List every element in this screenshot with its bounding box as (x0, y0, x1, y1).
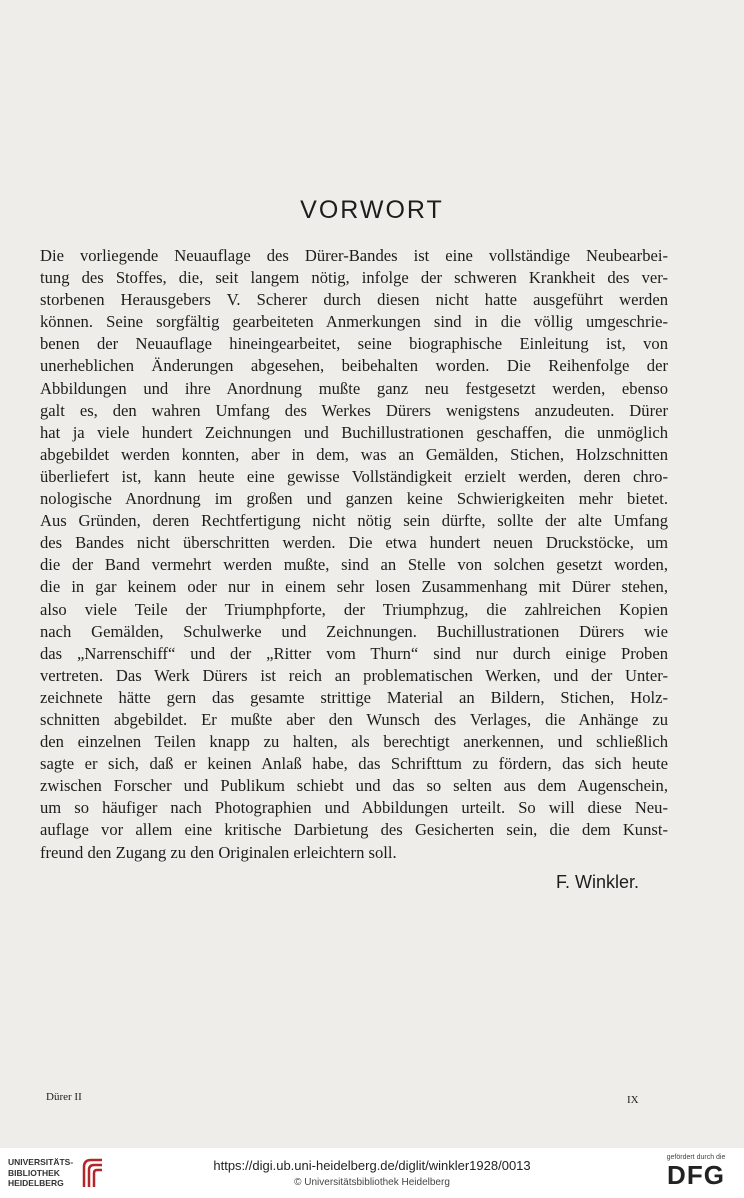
text-line: Aus Gründen, deren Rechtfertigung nicht nötig sein dürfte, sollte der alte Umfang (40, 511, 668, 531)
text-line: galt es, den wahren Umfang des Werkes Dürers wenigstens anzudeuten. Dürer (40, 400, 668, 420)
permalink-url[interactable]: https://digi.ub.uni-heidelberg.de/diglit/winkler1928/0013 (213, 1158, 531, 1173)
text-line: um so häufiger nach Photographien und Abbildungen urteilt. So will diese Neu- (40, 798, 668, 818)
text-line: die in gar keinem oder nur in einem sehr losen Zusammenhang mit Dürer stehen, (40, 577, 668, 597)
text-line: Abbildungen und ihre Anordnung mußte ganz neu festgesetzt werden, ebenso (40, 378, 668, 398)
text-line: zwischen Forscher und Publikum schiebt und das so selten aus dem Augenschein, (40, 776, 668, 796)
text-line: abgebildet werden konnten, aber in dem, was an Gemälden, Stichen, Holzschnitten (40, 444, 668, 464)
text-line: nach Gemälden, Schulwerke und Zeichnungen. Buchillustrationen Dürers wie (40, 621, 668, 641)
preface-text (40, 245, 668, 864)
text-line: können. Seine sorgfältig gearbeiteten Anmerkungen sind in die völlig umgeschrie- (40, 312, 668, 332)
logo-line: HEIDELBERG (8, 1178, 64, 1188)
text-line: freund den Zugang zu den Originalen erleichtern soll. (40, 842, 397, 862)
dfg-caption: gefördert durch die (666, 1154, 726, 1161)
text-line: also viele Teile der Triumphpforte, der Triumphzug, die zahlreichen Kopien (40, 599, 668, 619)
logo-line: BIBLIOTHEK (8, 1167, 60, 1178)
page-title: VORWORT (300, 196, 444, 224)
text-line: vertreten. Das Werk Dürers ist reich an problematischen Werken, und der Unter- (40, 665, 668, 685)
dfg-logo[interactable] (660, 1154, 732, 1189)
author-signature: F. Winkler. (555, 872, 639, 892)
text-line: das „Narrenschiff“ und der „Ritter vom Thurn“ sind nur durch einige Proben (40, 643, 668, 663)
text-line: zeichnete hätte gern das gesamte strittige Material an Bildern, Stichen, Holz- (40, 687, 668, 707)
text-line: hat ja viele hundert Zeichnungen und Buchillustrationen geschaffen, die unmöglich (40, 422, 668, 442)
logo-line: UNIVERSITÄTS- (8, 1157, 74, 1167)
text-line: schnitten abgebildet. Er mußte aber den Wunsch des Verlages, die Anhänge zu (40, 709, 668, 729)
text-line: storbenen Herausgebers V. Scherer durch diesen nicht hatte ausgeführt werden (40, 290, 668, 310)
page-number: IX (627, 1094, 639, 1106)
text-line: sagte er sich, daß er keinen Anlaß habe, das Schrifttum zu fördern, das sich heute (40, 754, 668, 774)
text-line: nologische Anordnung im großen und ganzen keine Schwierigkeiten mehr bietet. (40, 489, 668, 509)
text-line: auflage vor allem eine kritische Darbietung des Gesicherten sein, die dem Kunst- (40, 820, 668, 840)
text-line: des Bandes nicht überschritten werden. Die etwa hundert neuen Druckstöcke, um (40, 533, 668, 553)
text-line: den einzelnen Teilen knapp zu halten, als berechtigt anerkennen, und schließlich (40, 732, 668, 752)
text-line: unerheblichen Änderungen abgesehen, beibehalten worden. Die Reihenfolge der (40, 356, 668, 376)
copyright-notice: © Universitätsbibliothek Heidelberg (294, 1177, 450, 1188)
running-footer-left: Dürer II (46, 1091, 82, 1103)
dfg-label: DFG (667, 1160, 725, 1190)
viewer-footer (0, 1148, 744, 1198)
text-line: benen der Neuauflage hineingearbeitet, seine biographische Einleitung ist, von (40, 334, 668, 354)
text-line: tung des Stoffes, die, seit langem nötig, infolge der schweren Krankheit des ver- (40, 268, 668, 288)
text-line: Die vorliegende Neuauflage des Dürer-Bandes ist eine vollständige Neubearbei- (40, 246, 668, 265)
text-line: die der Band vermehrt werden mußte, sind an Stelle von solchen gesetzt worden, (40, 555, 668, 575)
text-line: überliefert ist, kann heute eine gewisse Vollständigkeit erzielt werden, deren chro- (40, 466, 668, 486)
